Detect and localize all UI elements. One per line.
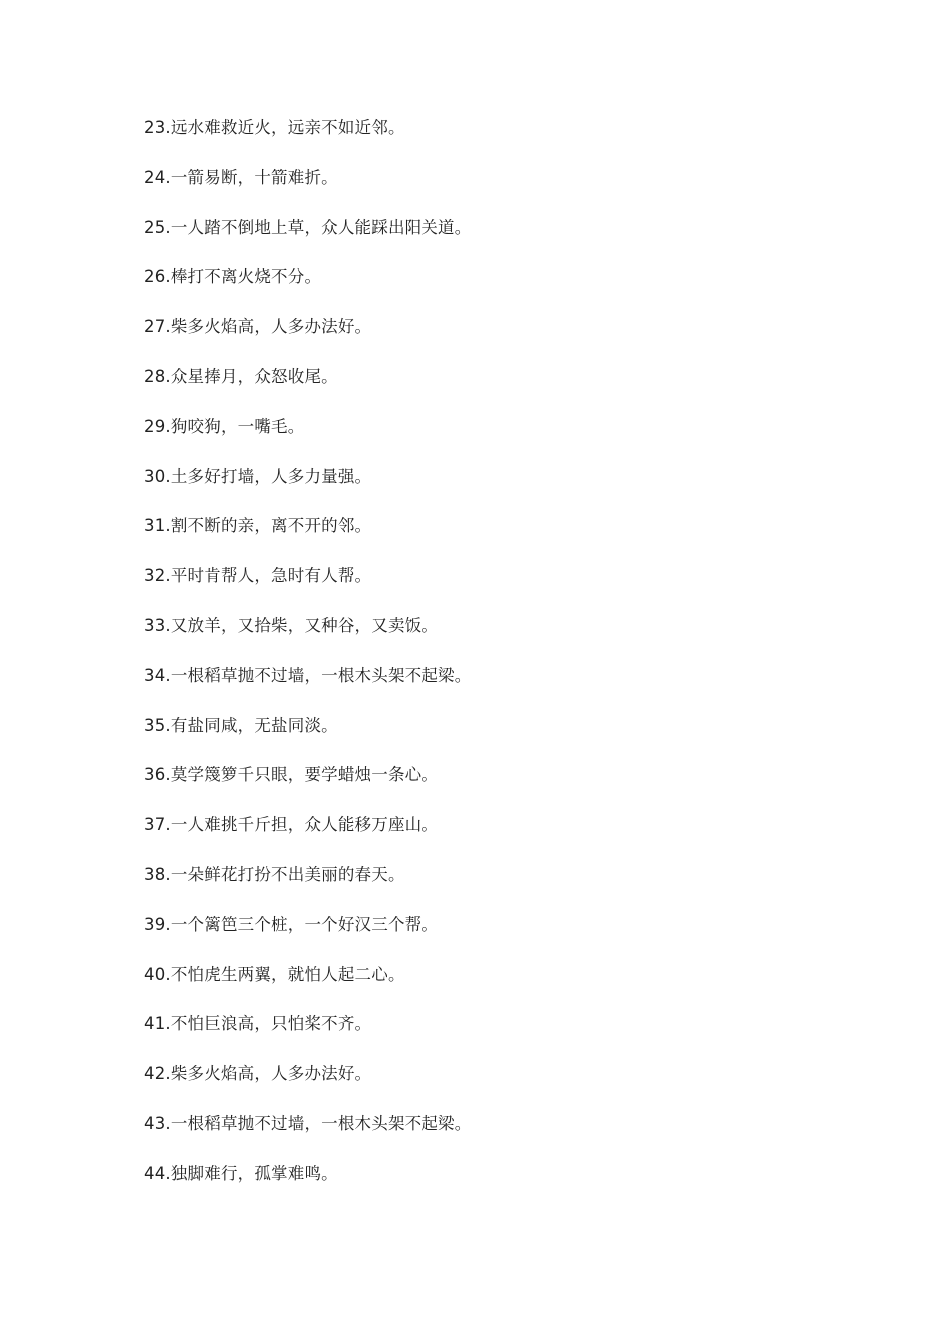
proverb-item: 29.狗咬狗，一嘴毛。 xyxy=(144,416,305,436)
proverb-item: 26.棒打不离火烧不分。 xyxy=(144,267,322,287)
proverb-item: 36.莫学篾箩千只眼，要学蜡烛一条心。 xyxy=(144,765,439,785)
proverb-item: 39.一个篱笆三个桩，一个好汉三个帮。 xyxy=(144,914,439,934)
proverb-item: 37.一人难挑千斤担，众人能移万座山。 xyxy=(144,815,439,835)
proverb-list xyxy=(144,114,471,1210)
proverb-item: 24.一箭易断，十箭难折。 xyxy=(144,167,338,187)
proverb-item: 43.一根稻草抛不过墙，一根木头架不起梁。 xyxy=(144,1113,472,1133)
proverb-item: 33.又放羊，又拾柴，又种谷，又卖饭。 xyxy=(144,615,439,635)
proverb-item: 38.一朵鲜花打扮不出美丽的春天。 xyxy=(144,864,405,884)
proverb-item: 30.土多好打墙，人多力量强。 xyxy=(144,466,372,486)
proverb-item: 28.众星捧月，众怒收尾。 xyxy=(144,366,338,386)
proverb-item: 32.平时肯帮人，急时有人帮。 xyxy=(144,566,372,586)
proverb-item: 25.一人踏不倒地上草，众人能踩出阳关道。 xyxy=(144,217,472,237)
proverb-item: 42.柴多火焰高，人多办法好。 xyxy=(144,1064,372,1084)
proverb-item: 40.不怕虎生两翼，就怕人起二心。 xyxy=(144,964,405,984)
proverb-item: 35.有盐同咸，无盐同淡。 xyxy=(144,715,338,735)
proverb-item: 34.一根稻草抛不过墙，一根木头架不起梁。 xyxy=(144,665,472,685)
proverb-item: 31.割不断的亲，离不开的邻。 xyxy=(144,516,372,536)
proverb-item: 44.独脚难行，孤掌难鸣。 xyxy=(144,1163,338,1183)
proverb-item: 41.不怕巨浪高，只怕桨不齐。 xyxy=(144,1014,372,1034)
proverb-item: 23.远水难救近火，远亲不如近邻。 xyxy=(144,118,405,137)
proverb-item: 27.柴多火焰高，人多办法好。 xyxy=(144,317,372,337)
